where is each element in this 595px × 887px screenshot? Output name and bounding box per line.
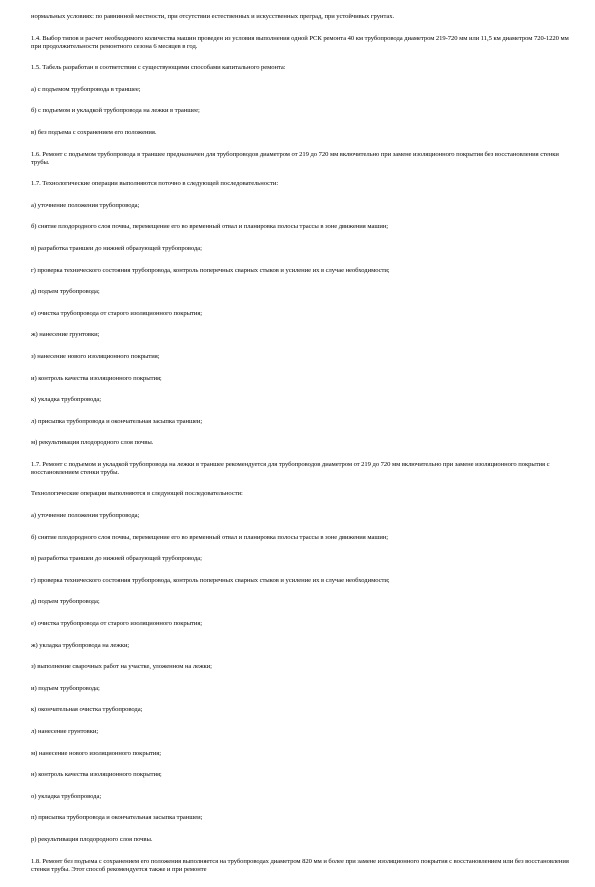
- list-item: а) с подъемом трубопровода в траншее;: [31, 85, 141, 93]
- list-item: г) проверка технического состояния трубопровода, контроль поперечных сварных стыков и усиление их в случае необходимости;: [31, 266, 390, 274]
- list-item: д) подъем трубопровода;: [31, 598, 100, 606]
- list-item: л) присыпка трубопровода и окончательная засыпка траншеи;: [31, 417, 203, 425]
- list-item: к) укладка трубопровода;: [31, 396, 102, 404]
- list-item: м) нанесение нового изоляционного покрытия;: [31, 749, 162, 757]
- list-item: м) рекультивация плодородного слоя почвы.: [31, 439, 154, 447]
- paragraph-1-7-second: 1.7. Ремонт с подъемом и укладкой трубопровода на лежки в траншее рекомендуется для трубопроводов диаметром от 219 до 720 мм включительно при замене изоляционного покрытия с восстановлением стенки трубы.: [31, 460, 550, 476]
- paragraph-1-8: 1.8. Ремонт без подъема с сохранением его положения выполняется на трубопроводах диаметром 820 мм и более при замене изоляционного покрытия с восстановлением или без восстановления стенки трубы. Этот способ рекомендуется также и при ремонте: [31, 857, 569, 873]
- list-item: н) контроль качества изоляционного покрытия;: [31, 771, 162, 779]
- list-item: з) нанесение нового изоляционного покрытия;: [31, 352, 160, 360]
- list-item: г) проверка технического состояния трубопровода, контроль поперечных сварных стыков и усиление их в случае необходимости;: [31, 576, 390, 584]
- list-item: и) контроль качества изоляционного покрытия;: [31, 374, 162, 382]
- list-item: б) снятие плодородного слоя почвы, перемещение его во временный отвал и планировка полосы трассы в зоне движения машин;: [31, 533, 389, 541]
- list-item: з) выполнение сварочных работ на участке, уложенном на лежки;: [31, 663, 212, 671]
- list-item: л) нанесение грунтовки;: [31, 728, 99, 735]
- paragraph-1-6: 1.6. Ремонт с подъемом трубопровода в траншее предназначен для трубопроводов диаметром от 219 до 720 мм включительно при замене изоляционного покрытия без восстановления стенки трубы.: [31, 150, 559, 166]
- paragraph-1-5: 1.5. Табель разработан в соответствии с существующими способами капитального ремонта:: [31, 64, 286, 72]
- list-item: и) подъем трубопровода;: [31, 684, 100, 692]
- list-item: б) снятие плодородного слоя почвы, перемещение его во временный отвал и планировка полосы трассы в зоне движения машин;: [31, 223, 389, 231]
- list-item: ж) укладка трубопровода на лежки;: [31, 641, 130, 649]
- paragraph-sequence-intro: Технологические операции выполняются в следующей последовательности:: [31, 490, 243, 498]
- list-item: к) окончательная очистка трубопровода;: [31, 706, 143, 714]
- list-item: в) разработка траншеи до нижней образующей трубопровода;: [31, 244, 202, 252]
- list-item: а) уточнение положения трубопровода;: [31, 512, 140, 520]
- list-item: р) рекультивация плодородного слоя почвы.: [31, 835, 153, 843]
- list-item: д) подъем трубопровода;: [31, 288, 100, 296]
- paragraph-1-7: 1.7. Технологические операции выполняются поточно в следующей последовательности:: [31, 180, 279, 188]
- document-page: [31, 13, 571, 887]
- list-item: б) с подъемом и укладкой трубопровода на лежки в траншее;: [31, 107, 200, 115]
- list-item: в) разработка траншеи до нижней образующей трубопровода;: [31, 555, 202, 563]
- list-item: е) очистка трубопровода от старого изоляционного покрытия;: [31, 620, 203, 628]
- paragraph-1-4: 1.4. Выбор типов и расчет необходимого количества машин проведен из условия выполнения одной РСК ремонта 40 км трубопровода диаметром 219-720 мм или 11,5 км диаметром 720-1220 мм при продолжительности ремонтного сезона 6 месяцев в год.: [31, 34, 569, 50]
- list-item: е) очистка трубопровода от старого изоляционного покрытия;: [31, 309, 203, 317]
- list-item: ж) нанесение грунтовки;: [31, 331, 100, 339]
- list-item: в) без подъема с сохранением его положения.: [31, 128, 157, 136]
- text-line: нормальных условиях: по равнинной местности, при отсутствии естественных и искусственных преград, при устойчивых грунтах.: [31, 13, 395, 20]
- list-item: п) присыпка трубопровода и окончательная засыпка траншеи;: [31, 814, 203, 822]
- list-item: о) укладка трубопровода;: [31, 792, 102, 800]
- list-item: а) уточнение положения трубопровода;: [31, 201, 140, 209]
